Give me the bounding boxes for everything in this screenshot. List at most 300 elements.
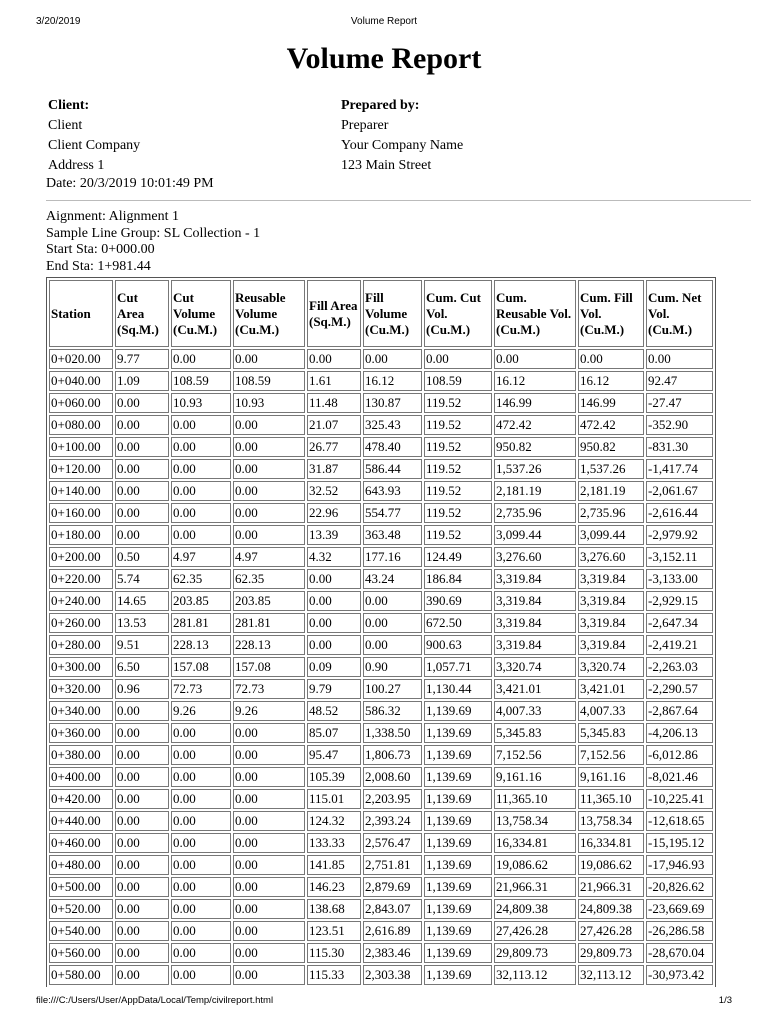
end-station: End Sta: 1+981.44 [46, 258, 151, 274]
table-row [49, 613, 713, 633]
table-cell: 0.00 [115, 745, 169, 765]
table-cell: 119.52 [424, 415, 492, 435]
table-cell: 119.52 [424, 393, 492, 413]
table-cell: 3,421.01 [494, 679, 576, 699]
table-cell: -10,225.41 [646, 789, 713, 809]
table-cell: 2,383.46 [363, 943, 422, 963]
table-cell: 0.00 [171, 789, 231, 809]
table-cell: 186.84 [424, 569, 492, 589]
table-cell: 0.00 [115, 415, 169, 435]
table-cell: 0.00 [363, 613, 422, 633]
table-cell: 62.35 [171, 569, 231, 589]
print-date: 3/20/2019 [36, 16, 81, 27]
table-cell: 0.00 [115, 943, 169, 963]
table-cell: 31.87 [307, 459, 361, 479]
table-cell: -26,286.58 [646, 921, 713, 941]
table-cell: 0.96 [115, 679, 169, 699]
table-cell: 32,113.12 [494, 965, 576, 985]
table-cell: 119.52 [424, 459, 492, 479]
table-cell: 0.00 [171, 349, 231, 369]
table-cell: 281.81 [171, 613, 231, 633]
table-cell: 21.07 [307, 415, 361, 435]
table-cell: 5.74 [115, 569, 169, 589]
table-cell: 0.00 [233, 811, 305, 831]
table-cell: 0.00 [171, 899, 231, 919]
table-cell: 138.68 [307, 899, 361, 919]
table-row [49, 525, 713, 545]
prepared-name: Preparer [341, 118, 389, 133]
table-cell: 0.00 [363, 349, 422, 369]
table-cell: -2,290.57 [646, 679, 713, 699]
table-cell: 900.63 [424, 635, 492, 655]
table-row [49, 701, 713, 721]
table-cell: 0+500.00 [49, 877, 113, 897]
table-cell: 586.32 [363, 701, 422, 721]
table-cell: 72.73 [171, 679, 231, 699]
table-cell: -4,206.13 [646, 723, 713, 743]
table-cell: 26.77 [307, 437, 361, 457]
table-cell: 4.32 [307, 547, 361, 567]
column-header: Cum. Net Vol. (Cu.M.) [646, 280, 713, 347]
table-cell: 0.00 [115, 437, 169, 457]
client-address: Address 1 [48, 158, 105, 173]
table-cell: 0.00 [171, 723, 231, 743]
table-body [49, 349, 713, 985]
table-cell: 2,181.19 [494, 481, 576, 501]
table-cell: 4.97 [171, 547, 231, 567]
table-cell: 1,139.69 [424, 855, 492, 875]
table-row [49, 415, 713, 435]
table-cell: 3,320.74 [494, 657, 576, 677]
table-cell: -28,670.04 [646, 943, 713, 963]
table-cell: 11,365.10 [494, 789, 576, 809]
table-cell: 281.81 [233, 613, 305, 633]
table-cell: 115.33 [307, 965, 361, 985]
table-cell: 0.00 [307, 349, 361, 369]
table-row [49, 371, 713, 391]
table-cell: 363.48 [363, 525, 422, 545]
table-cell: 1,139.69 [424, 789, 492, 809]
table-cell: 0.00 [171, 503, 231, 523]
table-cell: 32,113.12 [578, 965, 644, 985]
table-cell: 0.00 [171, 877, 231, 897]
table-cell: 27,426.28 [578, 921, 644, 941]
table-cell: 203.85 [171, 591, 231, 611]
table-cell: 3,099.44 [494, 525, 576, 545]
table-cell: 21,966.31 [494, 877, 576, 897]
table-cell: 0.00 [233, 899, 305, 919]
table-cell: 1,139.69 [424, 877, 492, 897]
table-cell: -2,647.34 [646, 613, 713, 633]
table-cell: 7,152.56 [578, 745, 644, 765]
table-cell: 95.47 [307, 745, 361, 765]
table-cell: 0.00 [171, 525, 231, 545]
table-cell: 4,007.33 [494, 701, 576, 721]
table-cell: 115.30 [307, 943, 361, 963]
table-cell: 0.00 [115, 723, 169, 743]
table-cell: 13.53 [115, 613, 169, 633]
table-cell: 2,735.96 [578, 503, 644, 523]
table-cell: 2,735.96 [494, 503, 576, 523]
table-cell: 0.00 [171, 437, 231, 457]
table-row [49, 481, 713, 501]
table-row [49, 635, 713, 655]
table-cell: 0.00 [233, 745, 305, 765]
table-cell: 62.35 [233, 569, 305, 589]
table-cell: 0.00 [424, 349, 492, 369]
table-row [49, 459, 713, 479]
prepared-label: Prepared by: [341, 98, 420, 113]
client-block [48, 96, 140, 176]
table-cell: 19,086.62 [578, 855, 644, 875]
table-cell: 119.52 [424, 503, 492, 523]
table-cell: 16,334.81 [494, 833, 576, 853]
table-cell: 0.09 [307, 657, 361, 677]
prepared-company: Your Company Name [341, 138, 464, 153]
column-header: Station [49, 280, 113, 347]
table-cell: 228.13 [233, 635, 305, 655]
table-cell: 3,319.84 [578, 635, 644, 655]
table-cell: 0+400.00 [49, 767, 113, 787]
table-cell: 0.00 [171, 481, 231, 501]
table-cell: 0.00 [115, 393, 169, 413]
table-cell: 0+480.00 [49, 855, 113, 875]
table-cell: 0.00 [307, 613, 361, 633]
table-cell: 0.00 [115, 921, 169, 941]
table-cell: 21,966.31 [578, 877, 644, 897]
column-header: Cum. Cut Vol. (Cu.M.) [424, 280, 492, 347]
table-cell: 203.85 [233, 591, 305, 611]
table-cell: 643.93 [363, 481, 422, 501]
table-cell: 157.08 [171, 657, 231, 677]
table-cell: 0.00 [171, 943, 231, 963]
table-row [49, 833, 713, 853]
table-cell: 0.00 [115, 459, 169, 479]
table-cell: 0+380.00 [49, 745, 113, 765]
table-cell: 0.00 [115, 503, 169, 523]
table-cell: 119.52 [424, 437, 492, 457]
table-cell: -2,616.44 [646, 503, 713, 523]
table-cell: 0.00 [307, 635, 361, 655]
sample-line-group: Sample Line Group: SL Collection - 1 [46, 225, 261, 241]
client-name: Client [48, 118, 83, 133]
table-cell: 1,537.26 [578, 459, 644, 479]
table-cell: -2,979.92 [646, 525, 713, 545]
table-row [49, 679, 713, 699]
table-cell: 2,616.89 [363, 921, 422, 941]
table-cell: 27,426.28 [494, 921, 576, 941]
table-cell: 554.77 [363, 503, 422, 523]
table-cell: 0.00 [115, 525, 169, 545]
prepared-block [341, 96, 463, 176]
table-cell: -8,021.46 [646, 767, 713, 787]
table-cell: -27.47 [646, 393, 713, 413]
table-cell: 0.90 [363, 657, 422, 677]
table-cell: 123.51 [307, 921, 361, 941]
table-cell: 9.77 [115, 349, 169, 369]
table-row [49, 943, 713, 963]
table-cell: 2,843.07 [363, 899, 422, 919]
table-cell: 0.00 [115, 481, 169, 501]
table-row [49, 899, 713, 919]
table-cell: 0.00 [494, 349, 576, 369]
table-cell: 1,057.71 [424, 657, 492, 677]
table-cell: 0.00 [171, 855, 231, 875]
table-cell: 146.23 [307, 877, 361, 897]
table-cell: 0.00 [171, 767, 231, 787]
table-cell: 141.85 [307, 855, 361, 875]
print-page-title: Volume Report [350, 16, 418, 27]
table-cell: 7,152.56 [494, 745, 576, 765]
table-cell: 0+440.00 [49, 811, 113, 831]
report-meta [46, 209, 260, 275]
table-cell: 0.00 [578, 349, 644, 369]
column-header: Cum. Reusable Vol. (Cu.M.) [494, 280, 576, 347]
column-header: Cum. Fill Vol. (Cu.M.) [578, 280, 644, 347]
table-cell: 108.59 [233, 371, 305, 391]
table-cell: 16.12 [578, 371, 644, 391]
table-cell: 72.73 [233, 679, 305, 699]
table-cell: 0.00 [363, 591, 422, 611]
table-cell: 16.12 [363, 371, 422, 391]
table-header-row [49, 280, 713, 347]
table-cell: 9,161.16 [578, 767, 644, 787]
table-cell: 3,276.60 [578, 547, 644, 567]
table-cell: 0.00 [233, 723, 305, 743]
table-cell: -3,133.00 [646, 569, 713, 589]
table-cell: -15,195.12 [646, 833, 713, 853]
table-cell: 1,139.69 [424, 833, 492, 853]
table-cell: -831.30 [646, 437, 713, 457]
table-cell: 4.97 [233, 547, 305, 567]
table-cell: 0+040.00 [49, 371, 113, 391]
table-cell: 29,809.73 [494, 943, 576, 963]
client-label: Client: [48, 98, 90, 113]
table-cell: 2,879.69 [363, 877, 422, 897]
table-cell: 0+580.00 [49, 965, 113, 985]
column-header: Cut Area (Sq.M.) [115, 280, 169, 347]
table-cell: 0.00 [115, 877, 169, 897]
alignment: Aignment: Alignment 1 [46, 209, 179, 224]
table-cell: 108.59 [424, 371, 492, 391]
table-cell: 3,319.84 [578, 613, 644, 633]
table-cell: 0.00 [233, 437, 305, 457]
table-cell: 0.00 [233, 349, 305, 369]
table-cell: 3,276.60 [494, 547, 576, 567]
table-cell: 1,139.69 [424, 899, 492, 919]
table-cell: 0+080.00 [49, 415, 113, 435]
table-cell: 3,421.01 [578, 679, 644, 699]
table-cell: 0.00 [115, 965, 169, 985]
table-cell: 6.50 [115, 657, 169, 677]
table-cell: 9,161.16 [494, 767, 576, 787]
table-cell: 5,345.83 [494, 723, 576, 743]
table-cell: 3,319.84 [578, 569, 644, 589]
table-cell: 3,319.84 [494, 591, 576, 611]
table-cell: 1,139.69 [424, 767, 492, 787]
table-cell: -352.90 [646, 415, 713, 435]
table-cell: 1,139.69 [424, 965, 492, 985]
table-row [49, 745, 713, 765]
table-cell: 0.00 [233, 503, 305, 523]
table-cell: 0.00 [115, 899, 169, 919]
table-cell: 0.00 [171, 833, 231, 853]
table-cell: 9.26 [171, 701, 231, 721]
table-cell: 0+320.00 [49, 679, 113, 699]
table-cell: 0.00 [233, 767, 305, 787]
table-cell: 1.61 [307, 371, 361, 391]
table-cell: 0.00 [171, 921, 231, 941]
page-title: Volume Report [286, 42, 482, 75]
table-cell: 0.00 [233, 921, 305, 941]
table-cell: 1,139.69 [424, 723, 492, 743]
table-cell: 124.32 [307, 811, 361, 831]
table-cell: 0.00 [171, 459, 231, 479]
report-date: Date: 20/3/2019 10:01:49 PM [46, 176, 214, 191]
table-cell: 2,203.95 [363, 789, 422, 809]
table-cell: 0.00 [233, 877, 305, 897]
table-cell: 124.49 [424, 547, 492, 567]
table-row [49, 393, 713, 413]
table-cell: 0+120.00 [49, 459, 113, 479]
table-cell: 3,319.84 [494, 635, 576, 655]
table-cell: 48.52 [307, 701, 361, 721]
table-cell: -3,152.11 [646, 547, 713, 567]
table-row [49, 437, 713, 457]
table-row [49, 591, 713, 611]
table-cell: 2,751.81 [363, 855, 422, 875]
table-cell: 0+520.00 [49, 899, 113, 919]
table-cell: 1,139.69 [424, 921, 492, 941]
table-cell: -17,946.93 [646, 855, 713, 875]
table-cell: 0.00 [233, 855, 305, 875]
table-cell: 0+220.00 [49, 569, 113, 589]
table-cell: 0.00 [233, 459, 305, 479]
table-cell: -23,669.69 [646, 899, 713, 919]
table-cell: 3,319.84 [494, 569, 576, 589]
table-cell: 0.00 [115, 767, 169, 787]
table-cell: 19,086.62 [494, 855, 576, 875]
table-cell: -6,012.86 [646, 745, 713, 765]
table-cell: 0.00 [171, 415, 231, 435]
table-cell: 228.13 [171, 635, 231, 655]
table-cell: 478.40 [363, 437, 422, 457]
file-path: file:///C:/Users/User/AppData/Local/Temp/civilreport.html [36, 995, 274, 1006]
table-cell: 1,537.26 [494, 459, 576, 479]
table-cell: 29,809.73 [578, 943, 644, 963]
table-cell: 1,338.50 [363, 723, 422, 743]
table-cell: 0.00 [171, 745, 231, 765]
table-cell: 0.00 [233, 789, 305, 809]
table-cell: 0+540.00 [49, 921, 113, 941]
table-cell: 1,806.73 [363, 745, 422, 765]
table-cell: 0+240.00 [49, 591, 113, 611]
table-cell: 0.00 [233, 525, 305, 545]
table-row [49, 547, 713, 567]
table-cell: 0+340.00 [49, 701, 113, 721]
table-cell: 13,758.34 [578, 811, 644, 831]
table-cell: 43.24 [363, 569, 422, 589]
table-cell: 13,758.34 [494, 811, 576, 831]
table-row [49, 723, 713, 743]
table-cell: 0+460.00 [49, 833, 113, 853]
table-row [49, 503, 713, 523]
table-cell: 472.42 [494, 415, 576, 435]
table-cell: 22.96 [307, 503, 361, 523]
table-cell: 1,139.69 [424, 701, 492, 721]
page-number: 1/3 [718, 995, 732, 1006]
table-cell: 133.33 [307, 833, 361, 853]
table-cell: 146.99 [494, 393, 576, 413]
table-cell: 0.00 [233, 481, 305, 501]
table-cell: 0+100.00 [49, 437, 113, 457]
start-station: Start Sta: 0+000.00 [46, 242, 155, 257]
table-cell: -20,826.62 [646, 877, 713, 897]
table-cell: 10.93 [233, 393, 305, 413]
table-cell: 325.43 [363, 415, 422, 435]
table-cell: 1,139.69 [424, 745, 492, 765]
table-cell: 92.47 [646, 371, 713, 391]
table-cell: 0.00 [115, 811, 169, 831]
table-cell: 157.08 [233, 657, 305, 677]
table-cell: 672.50 [424, 613, 492, 633]
table-cell: 390.69 [424, 591, 492, 611]
table-cell: 177.16 [363, 547, 422, 567]
table-cell: 950.82 [494, 437, 576, 457]
table-cell: 0.00 [233, 415, 305, 435]
table-cell: 0+200.00 [49, 547, 113, 567]
table-cell: 0+560.00 [49, 943, 113, 963]
table-cell: -1,417.74 [646, 459, 713, 479]
table-cell: 0.00 [115, 789, 169, 809]
table-cell: 85.07 [307, 723, 361, 743]
table-cell: 586.44 [363, 459, 422, 479]
table-cell: 0+420.00 [49, 789, 113, 809]
table-cell: 0.50 [115, 547, 169, 567]
prepared-address: 123 Main Street [341, 158, 432, 173]
table-cell: 0+280.00 [49, 635, 113, 655]
table-cell: 16.12 [494, 371, 576, 391]
table-cell: 0.00 [307, 569, 361, 589]
table-cell: 0+180.00 [49, 525, 113, 545]
table-row [49, 569, 713, 589]
column-header: Fill Volume (Cu.M.) [363, 280, 422, 347]
table-cell: 0+260.00 [49, 613, 113, 633]
table-row [49, 921, 713, 941]
column-header: Fill Area (Sq.M.) [307, 280, 361, 347]
table-cell: 16,334.81 [578, 833, 644, 853]
table-cell: 950.82 [578, 437, 644, 457]
table-row [49, 811, 713, 831]
table-cell: 2,393.24 [363, 811, 422, 831]
table-cell: -2,867.64 [646, 701, 713, 721]
divider [46, 200, 751, 201]
table-cell: 32.52 [307, 481, 361, 501]
table-cell: 9.79 [307, 679, 361, 699]
table-cell: 3,319.84 [578, 591, 644, 611]
table-row [49, 767, 713, 787]
table-cell: 472.42 [578, 415, 644, 435]
volume-table [46, 277, 716, 987]
table-cell: 5,345.83 [578, 723, 644, 743]
table-cell: 108.59 [171, 371, 231, 391]
table-row [49, 789, 713, 809]
table-cell: 3,099.44 [578, 525, 644, 545]
table-cell: 0.00 [646, 349, 713, 369]
table-cell: 130.87 [363, 393, 422, 413]
table-cell: 2,008.60 [363, 767, 422, 787]
table-cell: 24,809.38 [494, 899, 576, 919]
